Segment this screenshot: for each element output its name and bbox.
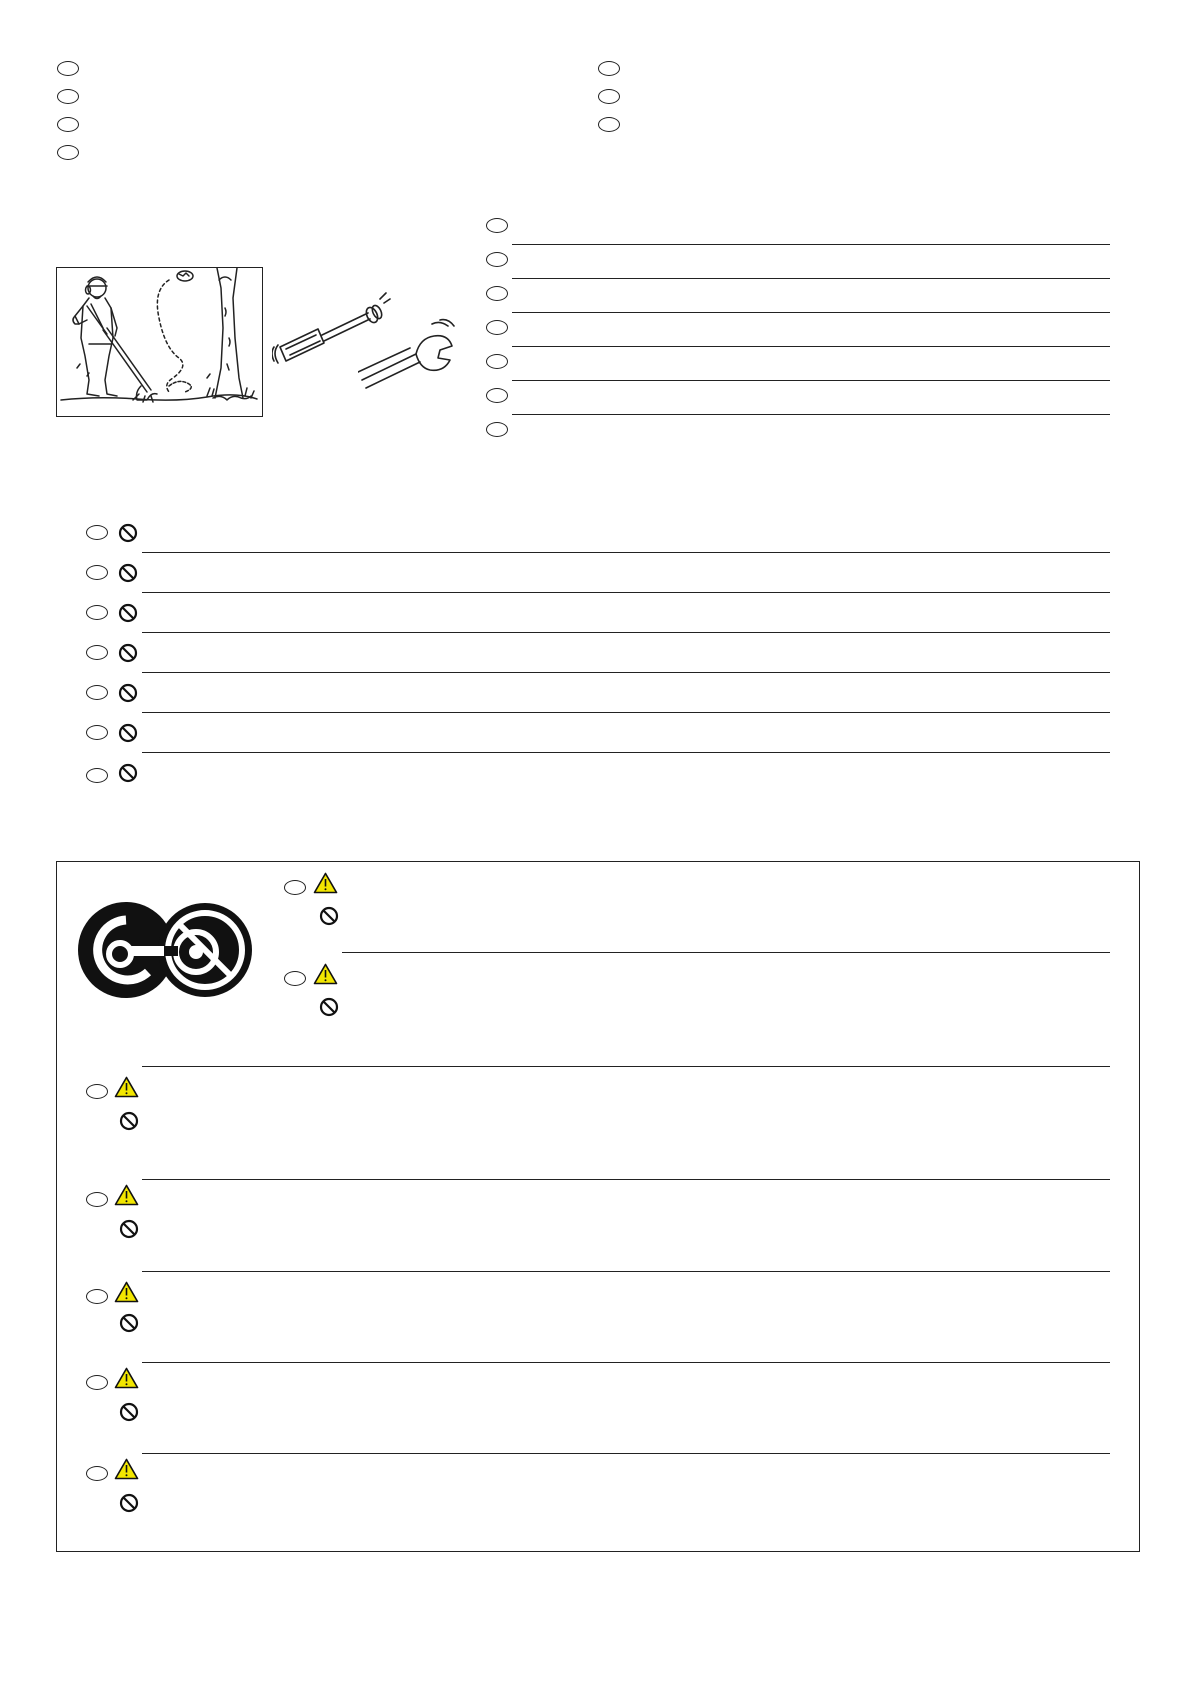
row-divider [142, 1362, 1110, 1363]
trimmer-operator-icon [57, 268, 260, 414]
language-marker [57, 89, 79, 104]
language-marker [284, 880, 306, 895]
language-marker [86, 565, 108, 580]
row-divider [512, 312, 1110, 313]
language-marker [486, 252, 508, 267]
warning-triangle-icon [114, 1184, 139, 1206]
language-marker [86, 645, 108, 660]
prohibition-icon [118, 683, 138, 703]
row-divider [142, 1179, 1110, 1180]
prohibition-icon [119, 1219, 139, 1239]
prohibition-icon [118, 723, 138, 743]
row-divider [142, 552, 1110, 553]
language-marker [598, 61, 620, 76]
language-marker [486, 422, 508, 437]
prohibition-icon [119, 1111, 139, 1131]
prohibition-icon [118, 523, 138, 543]
language-marker [86, 525, 108, 540]
language-marker [57, 61, 79, 76]
language-marker [486, 218, 508, 233]
wrench-illustration [358, 318, 458, 390]
warning-triangle-icon [114, 1458, 139, 1480]
wrench-icon [358, 318, 458, 390]
language-marker [86, 725, 108, 740]
language-marker [57, 145, 79, 160]
prohibition-icon [118, 563, 138, 583]
language-marker [486, 286, 508, 301]
row-divider [342, 952, 1110, 953]
row-divider [142, 1066, 1110, 1067]
prohibition-icon [119, 1402, 139, 1422]
language-marker [86, 1375, 108, 1390]
prohibition-icon [319, 997, 339, 1017]
language-marker [486, 320, 508, 335]
language-marker [86, 768, 108, 783]
language-marker [486, 354, 508, 369]
warning-triangle-icon [114, 1281, 139, 1303]
prohibition-icon [119, 1313, 139, 1333]
blade-prohibition-icon [78, 900, 253, 1000]
warning-triangle-icon [313, 872, 338, 894]
language-marker [86, 1466, 108, 1481]
language-marker [86, 1289, 108, 1304]
language-marker [86, 1192, 108, 1207]
warning-triangle-icon [313, 963, 338, 985]
row-divider [142, 672, 1110, 673]
prohibition-icon [319, 906, 339, 926]
language-marker [598, 89, 620, 104]
language-marker [57, 117, 79, 132]
prohibition-icon [118, 643, 138, 663]
language-marker [598, 117, 620, 132]
row-divider [142, 1271, 1110, 1272]
row-divider [142, 1453, 1110, 1454]
warning-triangle-icon [114, 1076, 139, 1098]
prohibition-icon [119, 1493, 139, 1513]
warning-triangle-icon [114, 1367, 139, 1389]
row-divider [142, 632, 1110, 633]
prohibition-icon [118, 603, 138, 623]
language-marker [86, 605, 108, 620]
language-marker [284, 971, 306, 986]
language-marker [86, 685, 108, 700]
row-divider [142, 712, 1110, 713]
row-divider [512, 380, 1110, 381]
language-marker [86, 1084, 108, 1099]
prohibition-icon [118, 763, 138, 783]
blade-prohibition-symbol [78, 900, 253, 1000]
language-marker [486, 388, 508, 403]
operator-illustration [56, 267, 263, 417]
row-divider [512, 414, 1110, 415]
row-divider [142, 592, 1110, 593]
row-divider [512, 244, 1110, 245]
row-divider [142, 752, 1110, 753]
row-divider [512, 278, 1110, 279]
row-divider [512, 346, 1110, 347]
